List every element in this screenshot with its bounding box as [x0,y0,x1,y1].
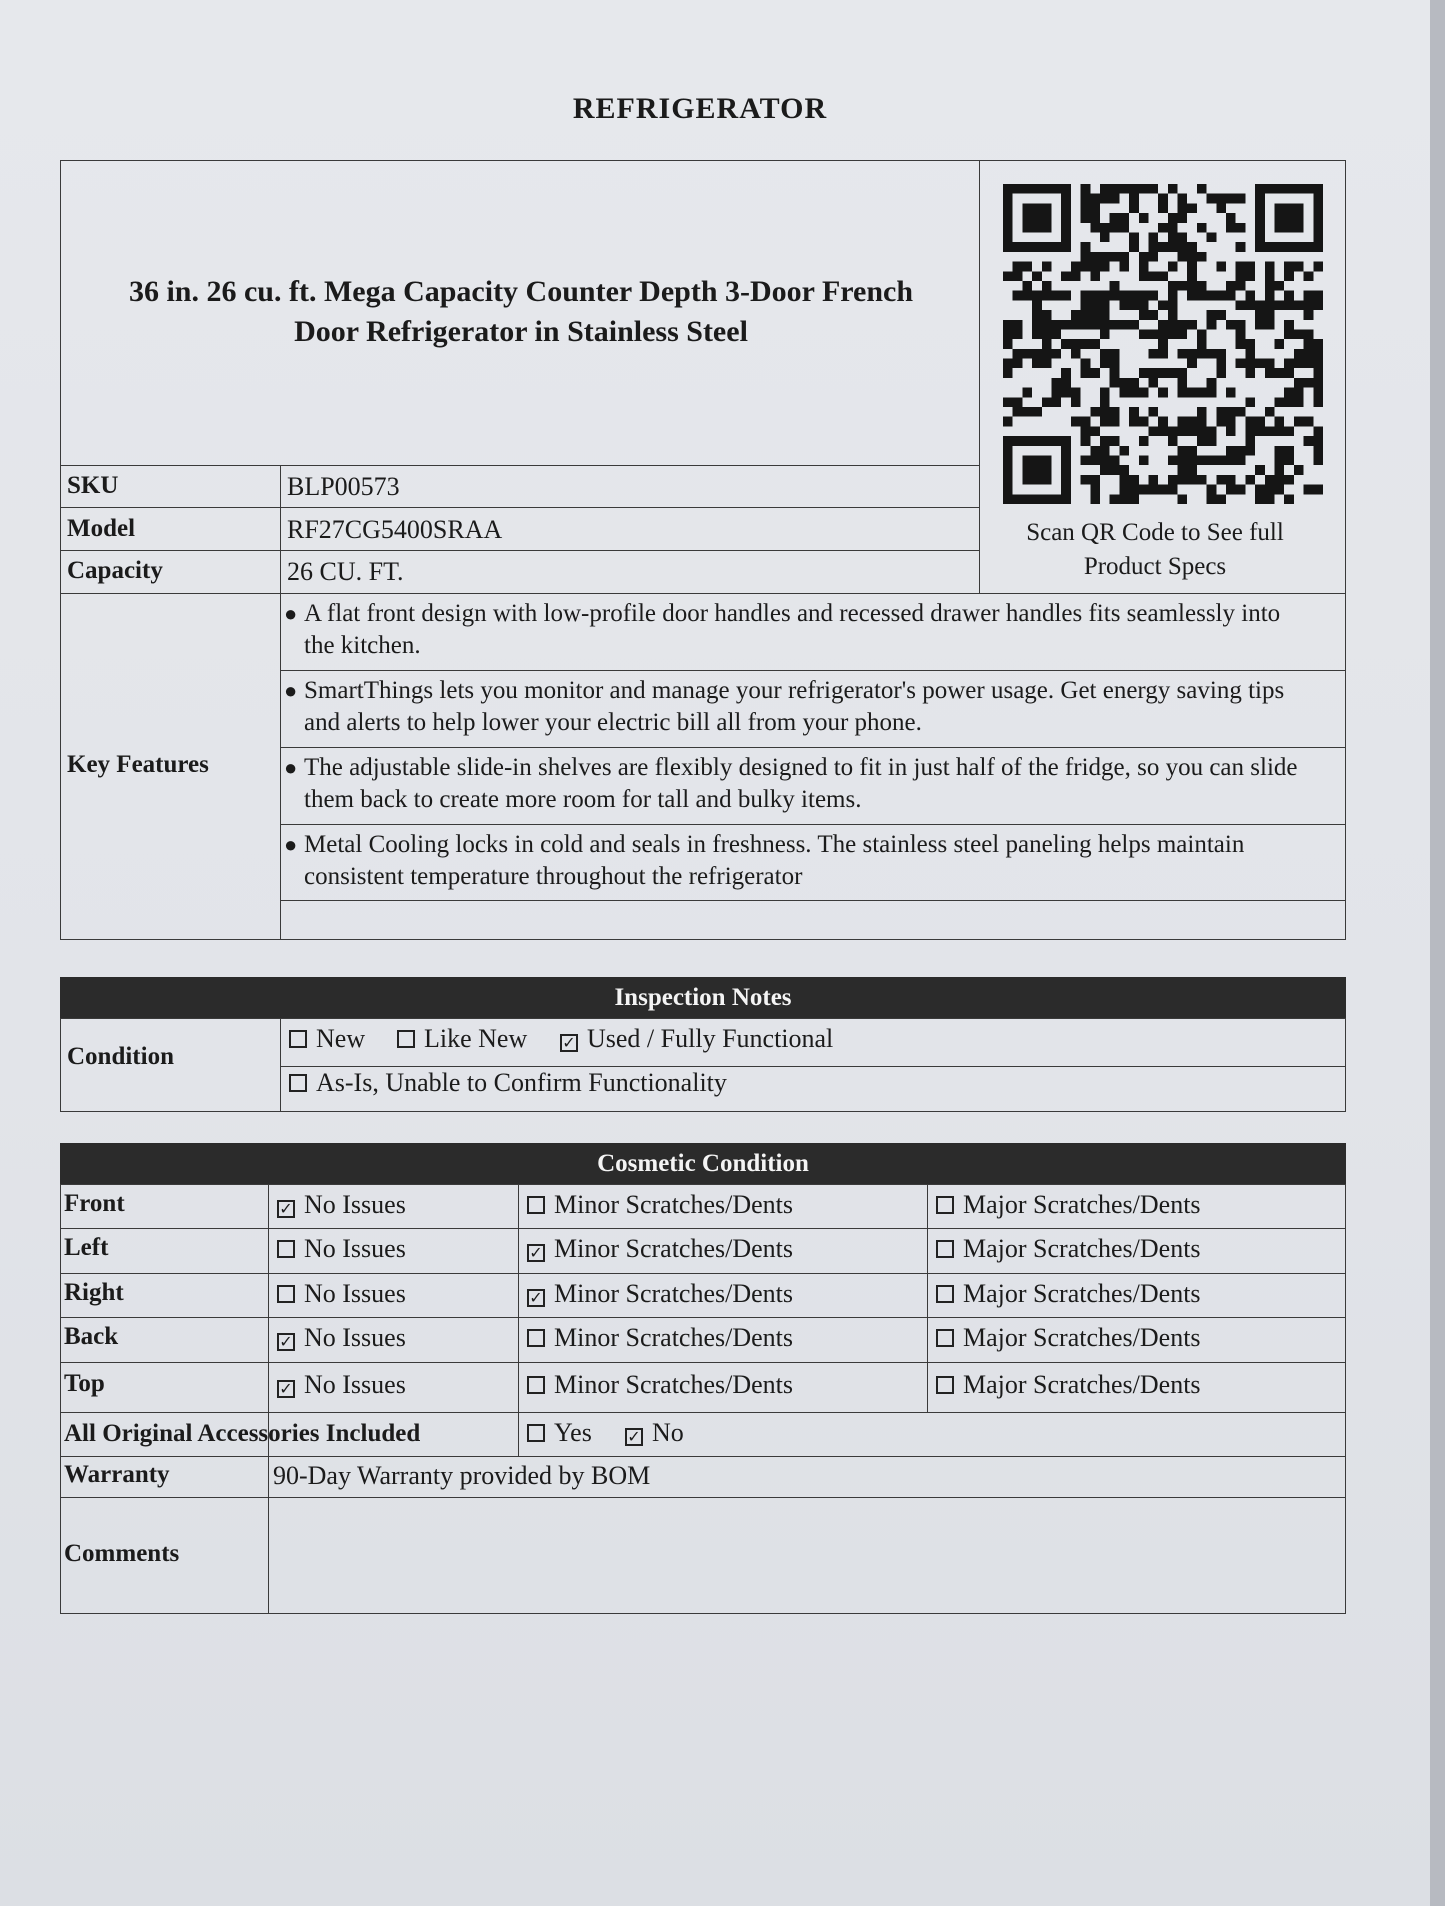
checked-box-icon[interactable]: ✓ [527,1244,545,1262]
cosmetic-back-option-1-label: Minor Scratches/Dents [554,1323,794,1352]
cosmetic-right-option-2[interactable] [936,1279,1201,1309]
row-divider-front [60,1228,1346,1229]
capacity-value: 26 CU. FT. [287,557,404,586]
unchecked-box-icon[interactable] [936,1376,954,1394]
condition-option-0-label: New [316,1024,366,1053]
qr-caption-line-1: Scan QR Code to See full [1026,519,1284,546]
condition-option-3-label: As-Is, Unable to Confirm Functionality [316,1068,727,1097]
label-column-divider [280,465,281,940]
cosmetic-front-option-0-label: No Issues [304,1190,406,1219]
unchecked-box-icon[interactable] [936,1285,954,1303]
unchecked-box-icon[interactable] [936,1329,954,1347]
key-feature-text: The adjustable slide-in shelves are flexibly designed to fit in just half of the fridge, so you can slide them back to create more room for tall and bulky items. [304,754,1298,813]
cosmetic-back-option-2-label: Major Scratches/Dents [963,1323,1201,1352]
row-divider-top [60,1412,1346,1413]
condition-column-divider [280,1018,281,1112]
qr-code-modules [1003,184,1323,504]
unchecked-box-icon[interactable] [936,1196,954,1214]
feature-divider-1 [280,670,1346,671]
condition-option-1-label: Like New [424,1024,528,1053]
feature-divider-2 [280,747,1346,748]
model-value: RF27CG5400SRAA [287,515,503,544]
checked-box-icon[interactable]: ✓ [560,1034,578,1052]
checked-box-icon[interactable]: ✓ [277,1380,295,1398]
unchecked-box-icon[interactable] [527,1424,545,1442]
cosmetic-left-option-1[interactable] [527,1234,793,1264]
cosmetic-back-option-1[interactable] [527,1323,793,1353]
background-edge [1430,0,1445,1906]
comments-field[interactable] [273,1510,1333,1605]
row-divider-right [60,1317,1346,1318]
condition-option-3[interactable] [289,1068,727,1098]
cosmetic-top-option-2[interactable] [936,1370,1201,1400]
checked-box-icon[interactable]: ✓ [277,1200,295,1218]
key-feature-item [284,752,1324,816]
bullet-icon: ● [284,832,298,857]
cosmetic-top-option-0[interactable] [277,1370,406,1400]
sku-value: BLP00573 [287,472,400,501]
warranty-value: 90-Day Warranty provided by BOM [273,1461,651,1490]
feature-divider-4 [280,900,1346,901]
cosmetic-front-option-2-label: Major Scratches/Dents [963,1190,1201,1219]
qr-code[interactable] [1003,184,1323,504]
cosmetic-side-label: Left [64,1234,109,1261]
model-divider [60,550,980,551]
document-title: REFRIGERATOR [572,92,828,125]
cosmetic-right-option-1[interactable] [527,1279,793,1309]
side-column-divider [268,1184,269,1614]
sku-label: SKU [67,472,119,499]
cosmetic-top-option-1[interactable] [527,1370,793,1400]
checked-box-icon[interactable]: ✓ [277,1333,295,1351]
key-feature-item [284,829,1324,893]
key-feature-item [284,598,1324,662]
qr-caption-line-2: Product Specs [1083,553,1227,580]
cosmetic-top-option-2-label: Major Scratches/Dents [963,1370,1201,1399]
capacity-divider [60,593,1346,594]
unchecked-box-icon[interactable] [527,1329,545,1347]
row-divider-accessories [60,1456,1346,1457]
cosmetic-left-option-2-label: Major Scratches/Dents [963,1234,1201,1263]
unchecked-box-icon[interactable] [527,1196,545,1214]
cosmetic-top-option-0-label: No Issues [304,1370,406,1399]
unchecked-box-icon[interactable] [277,1285,295,1303]
accessories-label: All Original Accessories Included [64,1420,421,1447]
condition-row-divider [280,1066,1346,1067]
minor-column-divider [518,1184,519,1456]
unchecked-box-icon[interactable] [527,1376,545,1394]
cosmetic-back-option-0-label: No Issues [304,1323,406,1352]
cosmetic-left-option-0-label: No Issues [304,1234,406,1263]
condition-option-1[interactable] [397,1024,527,1054]
inspection-notes-header: Inspection Notes [60,977,1346,1019]
key-feature-item [284,675,1324,739]
cosmetic-condition-header: Cosmetic Condition [60,1143,1346,1185]
key-features-label: Key Features [67,751,209,778]
cosmetic-right-option-0-label: No Issues [304,1279,406,1308]
bullet-icon: ● [284,678,298,703]
unchecked-box-icon[interactable] [289,1030,307,1048]
model-label: Model [67,515,136,542]
cosmetic-back-option-0[interactable] [277,1323,406,1353]
unchecked-box-icon[interactable] [936,1240,954,1258]
accessories-option-1-label: No [652,1418,684,1447]
unchecked-box-icon[interactable] [397,1030,415,1048]
feature-divider-3 [280,824,1346,825]
row-divider-back [60,1362,1346,1363]
cosmetic-side-label: Right [64,1279,124,1306]
cosmetic-front-option-2[interactable] [936,1190,1201,1220]
unchecked-box-icon[interactable] [289,1074,307,1092]
comments-label: Comments [64,1540,180,1567]
condition-option-2[interactable] [560,1024,833,1054]
cosmetic-side-label: Top [64,1370,105,1397]
sku-divider [60,507,980,508]
cosmetic-side-label: Front [64,1190,125,1217]
accessories-option-1[interactable] [625,1418,684,1448]
cosmetic-left-option-1-label: Minor Scratches/Dents [554,1234,794,1263]
warranty-label: Warranty [64,1461,170,1488]
condition-option-0[interactable] [289,1024,365,1054]
cosmetic-left-option-0[interactable] [277,1234,406,1264]
cosmetic-back-option-2[interactable] [936,1323,1201,1353]
major-column-divider [927,1184,928,1412]
qr-caption [980,516,1330,584]
cosmetic-right-option-0[interactable] [277,1279,406,1309]
cosmetic-front-option-1[interactable] [527,1190,793,1220]
title-divider [60,465,980,466]
product-name-line-2: Door Refrigerator in Stainless Steel [294,315,748,348]
accessories-option-0[interactable] [527,1418,592,1448]
key-feature-text: SmartThings lets you monitor and manage your refrigerator's power usage. Get energy saving tips and alerts to help lower your electric bill all from your phone. [304,677,1285,736]
condition-label: Condition [67,1043,174,1070]
checked-box-icon[interactable]: ✓ [527,1289,545,1307]
condition-option-2-label: Used / Fully Functional [587,1024,834,1053]
row-divider-warranty [60,1497,1346,1498]
bullet-icon: ● [284,755,298,780]
capacity-label: Capacity [67,557,163,584]
cosmetic-top-option-1-label: Minor Scratches/Dents [554,1370,794,1399]
cosmetic-front-option-1-label: Minor Scratches/Dents [554,1190,794,1219]
cosmetic-front-option-0[interactable] [277,1190,406,1220]
cosmetic-right-option-1-label: Minor Scratches/Dents [554,1279,794,1308]
checked-box-icon[interactable]: ✓ [625,1428,643,1446]
cosmetic-left-option-2[interactable] [936,1234,1201,1264]
accessories-option-0-label: Yes [554,1418,592,1447]
unchecked-box-icon[interactable] [277,1240,295,1258]
key-feature-text: Metal Cooling locks in cold and seals in freshness. The stainless steel paneling helps maintain consistent temperature throughout the refrigerator [304,831,1245,890]
row-divider-left [60,1273,1346,1274]
product-name [66,272,976,352]
bullet-icon: ● [284,601,298,626]
product-name-line-1: 36 in. 26 cu. ft. Mega Capacity Counter Depth 3-Door French [128,275,914,308]
key-feature-text: A flat front design with low-profile door handles and recessed drawer handles fits seamlessly into the kitchen. [304,600,1281,659]
cosmetic-right-option-2-label: Major Scratches/Dents [963,1279,1201,1308]
cosmetic-side-label: Back [64,1323,119,1350]
